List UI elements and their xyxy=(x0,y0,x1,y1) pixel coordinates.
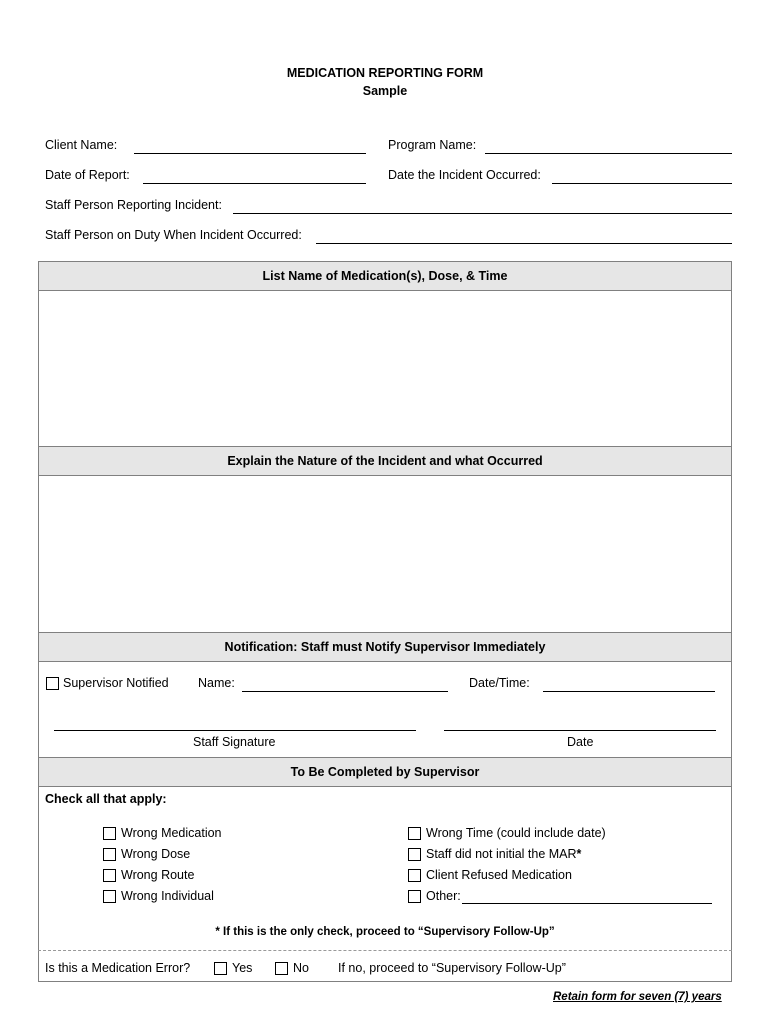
wrong-medication-checkbox[interactable] xyxy=(103,827,116,840)
check-all-label: Check all that apply: xyxy=(45,792,167,806)
supervisor-notified-checkbox[interactable] xyxy=(46,677,59,690)
wrong-route-checkbox[interactable] xyxy=(103,869,116,882)
wrong-dose-checkbox[interactable] xyxy=(103,848,116,861)
other-checkbox[interactable] xyxy=(408,890,421,903)
date-incident-label: Date the Incident Occurred: xyxy=(388,168,541,182)
staff-signature-field[interactable] xyxy=(54,730,416,731)
notification-datetime-label: Date/Time: xyxy=(469,676,530,690)
client-name-label: Client Name: xyxy=(45,138,118,152)
notification-datetime-field[interactable] xyxy=(543,691,715,692)
client-refused-checkbox[interactable] xyxy=(408,869,421,882)
wrong-time-label: Wrong Time (could include date) xyxy=(426,826,606,840)
notification-name-label: Name: xyxy=(198,676,235,690)
program-name-field[interactable] xyxy=(485,153,732,154)
staff-reporting-field[interactable] xyxy=(233,213,732,214)
notification-section-header: Notification: Staff must Notify Supervisor Immediately xyxy=(38,632,732,662)
supervisor-box xyxy=(38,786,732,982)
client-name-field[interactable] xyxy=(134,153,366,154)
medications-textarea[interactable] xyxy=(38,290,732,447)
error-no-label: No xyxy=(293,961,309,975)
wrong-individual-label: Wrong Individual xyxy=(121,889,214,903)
supervisor-section-header: To Be Completed by Supervisor xyxy=(38,757,732,787)
wrong-route-label: Wrong Route xyxy=(121,868,195,882)
other-label: Other: xyxy=(426,889,461,903)
nature-textarea[interactable] xyxy=(38,475,732,633)
date-of-report-label: Date of Report: xyxy=(45,168,130,182)
mar-checkbox[interactable] xyxy=(408,848,421,861)
retain-notice: Retain form for seven (7) years xyxy=(553,991,722,1003)
client-refused-label: Client Refused Medication xyxy=(426,868,572,882)
form-title: MEDICATION REPORTING FORM xyxy=(286,66,484,80)
note-divider xyxy=(38,950,732,951)
staff-reporting-label: Staff Person Reporting Incident: xyxy=(45,198,222,212)
nature-section-header: Explain the Nature of the Incident and what Occurred xyxy=(38,446,732,476)
if-no-label: If no, proceed to “Supervisory Follow-Up” xyxy=(338,961,566,975)
wrong-individual-checkbox[interactable] xyxy=(103,890,116,903)
only-check-note: * If this is the only check, proceed to “Supervisory Follow-Up” xyxy=(215,926,555,938)
medications-section-header: List Name of Medication(s), Dose, & Time xyxy=(38,261,732,291)
staff-signature-label: Staff Signature xyxy=(193,735,276,749)
mar-asterisk: * xyxy=(576,847,582,861)
error-no-checkbox[interactable] xyxy=(275,962,288,975)
staff-on-duty-field[interactable] xyxy=(316,243,732,244)
other-field[interactable] xyxy=(462,903,712,904)
supervisor-notified-label: Supervisor Notified xyxy=(63,676,169,690)
mar-label: Staff did not initial the MAR* xyxy=(426,847,582,861)
wrong-time-checkbox[interactable] xyxy=(408,827,421,840)
notification-name-field[interactable] xyxy=(242,691,448,692)
wrong-medication-label: Wrong Medication xyxy=(121,826,222,840)
error-yes-label: Yes xyxy=(232,961,253,975)
signature-date-field[interactable] xyxy=(444,730,716,731)
error-question-label: Is this a Medication Error? xyxy=(45,961,191,975)
date-incident-field[interactable] xyxy=(552,183,732,184)
form-subtitle: Sample xyxy=(362,84,408,98)
error-yes-checkbox[interactable] xyxy=(214,962,227,975)
wrong-dose-label: Wrong Dose xyxy=(121,847,191,861)
date-of-report-field[interactable] xyxy=(143,183,366,184)
staff-on-duty-label: Staff Person on Duty When Incident Occurred: xyxy=(45,228,302,242)
program-name-label: Program Name: xyxy=(388,138,477,152)
signature-date-label: Date xyxy=(567,735,594,749)
